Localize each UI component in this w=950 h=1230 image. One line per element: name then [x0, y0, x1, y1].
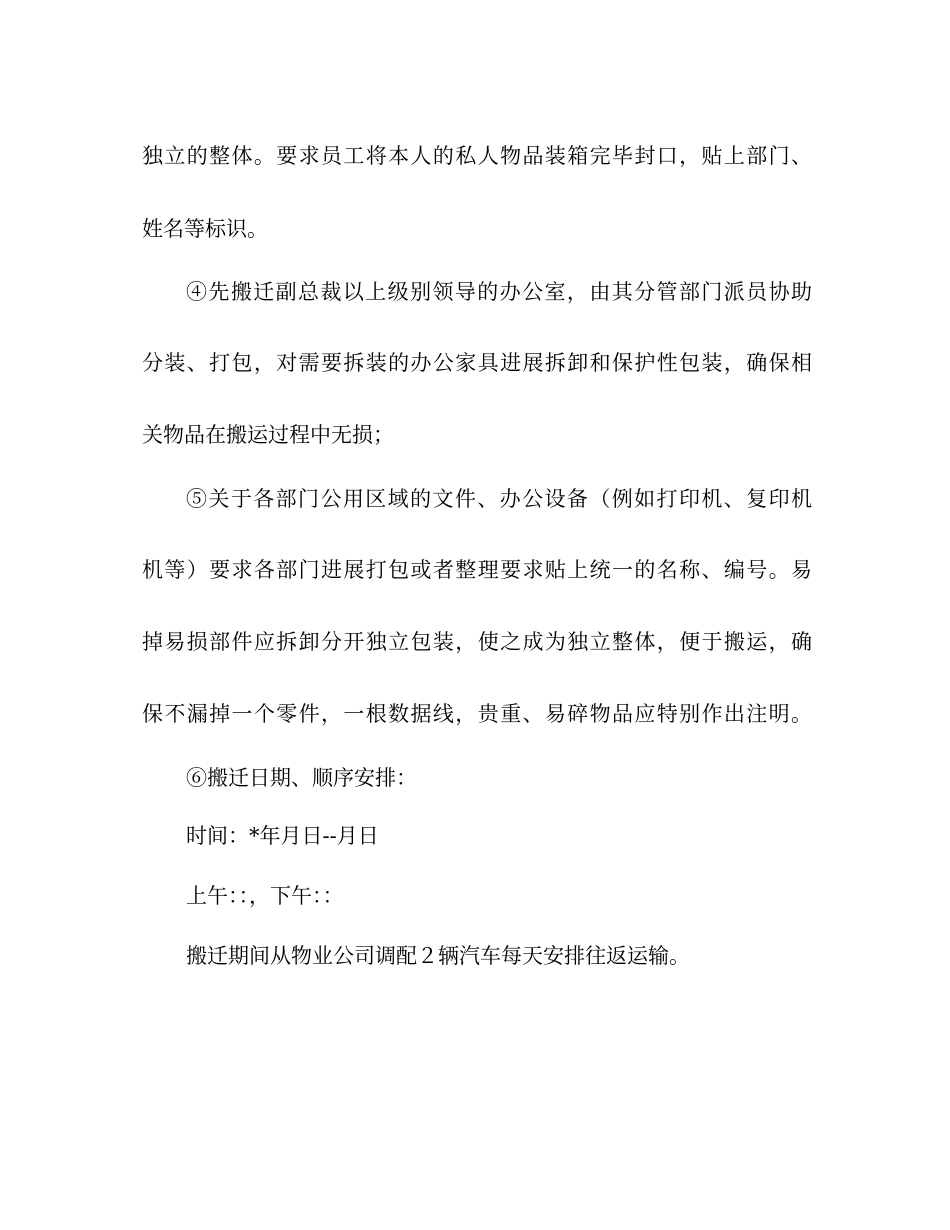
- paragraph-line: 独立的整体。要求员工将本人的私人物品装箱完毕封口，贴上部门、: [142, 144, 812, 168]
- paragraph-line: ⑤关于各部门公用区域的文件、办公设备（例如打印机、复印机: [186, 487, 812, 511]
- paragraph-line: 时间：*年月日--月日: [186, 824, 379, 848]
- paragraph-line: ④先搬迁副总裁以上级别领导的办公室，由其分管部门派员协助: [186, 280, 812, 304]
- paragraph-line: 机等）要求各部门进展打包或者整理要求贴上统一的名称、编号。易: [142, 558, 812, 582]
- paragraph-line: 关物品在搬运过程中无损；: [142, 423, 394, 447]
- paragraph-line: 上午：：，下午：：: [186, 884, 344, 908]
- paragraph-line: ⑥搬迁日期、顺序安排：: [186, 766, 417, 790]
- paragraph-line: 保不漏掉一个零件，一根数据线，贵重、易碎物品应特别作出注明。: [142, 702, 812, 726]
- paragraph-line: 姓名等标识。: [142, 217, 268, 241]
- paragraph-line: 分装、打包，对需要拆装的办公家具进展拆卸和保护性包装，确保相: [142, 351, 812, 375]
- paragraph-line: 搬迁期间从物业公司调配２辆汽车每天安排往返运输。: [186, 944, 690, 968]
- paragraph-line: 掉易损部件应拆卸分开独立包装，使之成为独立整体，便于搬运，确: [142, 630, 812, 654]
